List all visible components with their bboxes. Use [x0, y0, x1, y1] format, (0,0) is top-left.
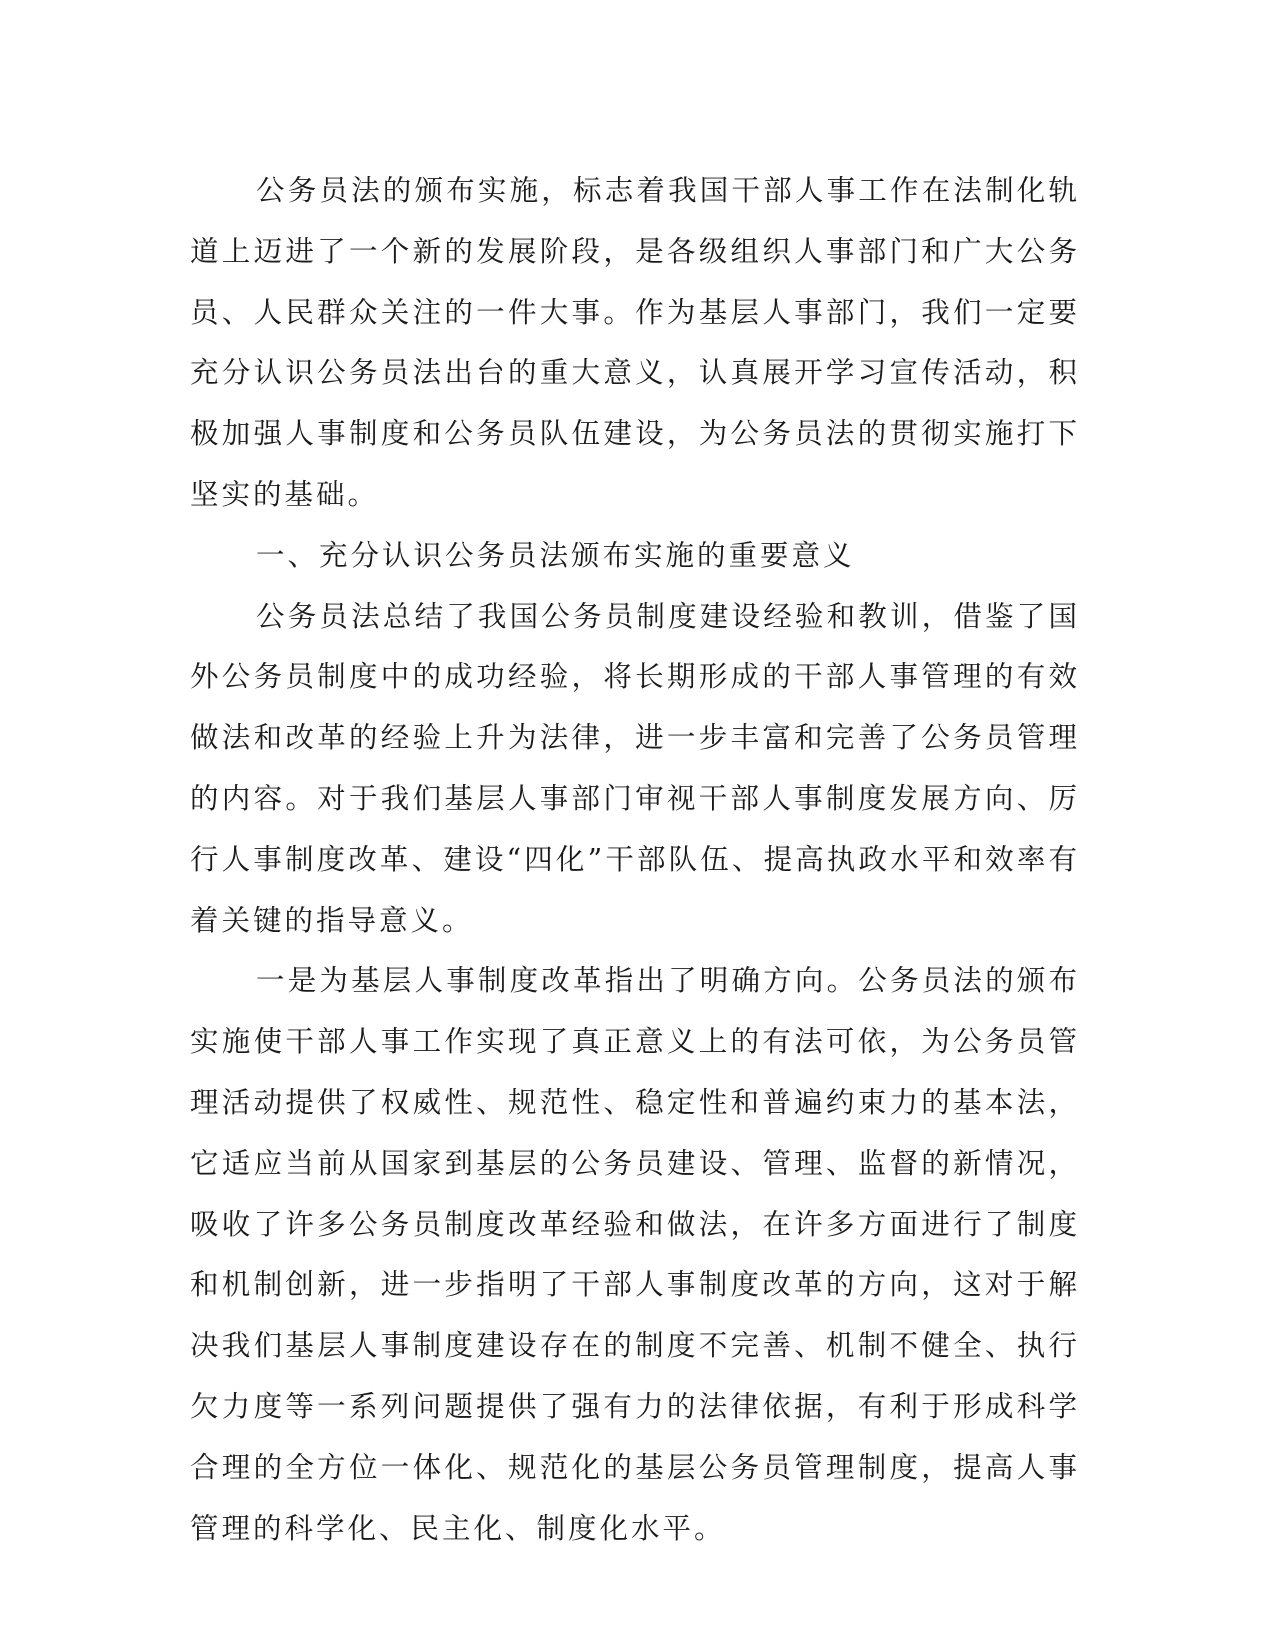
document-body — [190, 161, 1080, 1559]
paragraph-significance: 公务员法总结了我国公务员制度建设经验和教训，借鉴了国外公务员制度中的成功经验，将长期形成的干部人事管理的有效做法和改革的经验上升为法律，进一步丰富和完善了公务员管理的内容。对于我们基层人事部门审视干部人事制度发展方向、厉行人事制度改革、建设“四化”干部队伍、提高执政水平和效率有着关键的指导意义。 — [190, 599, 1080, 937]
paragraph-intro: 公务员法的颁布实施，标志着我国干部人事工作在法制化轨道上迈进了一个新的发展阶段，是各级组织人事部门和广大公务员、人民群众关注的一件大事。作为基层人事部门，我们一定要充分认识公务员法出台的重大意义，认真展开学习宣传活动，积极加强人事制度和公务员队伍建设，为公务员法的贯彻实施打下坚实的基础。 — [190, 174, 1080, 511]
section-heading: 一、充分认识公务员法颁布实施的重要意义 — [256, 538, 855, 572]
paragraph-point-one: 一是为基层人事制度改革指出了明确方向。公务员法的颁布实施使干部人事工作实现了真正意义上的有法可依，为公务员管理活动提供了权威性、规范性、稳定性和普遍约束力的基本法，它适应当前从国家到基层的公务员建设、管理、监督的新情况，吸收了许多公务员制度改革经验和做法，在许多方面进行了制度和机制创新，进一步指明了干部人事制度改革的方向，这对于解决我们基层人事制度建设存在的制度不完善、机制不健全、执行欠力度等一系列问题提供了强有力的法律依据，有利于形成科学合理的全方位一体化、规范化的基层公务员管理制度，提高人事管理的科学化、民主化、制度化水平。 — [190, 964, 1080, 1545]
